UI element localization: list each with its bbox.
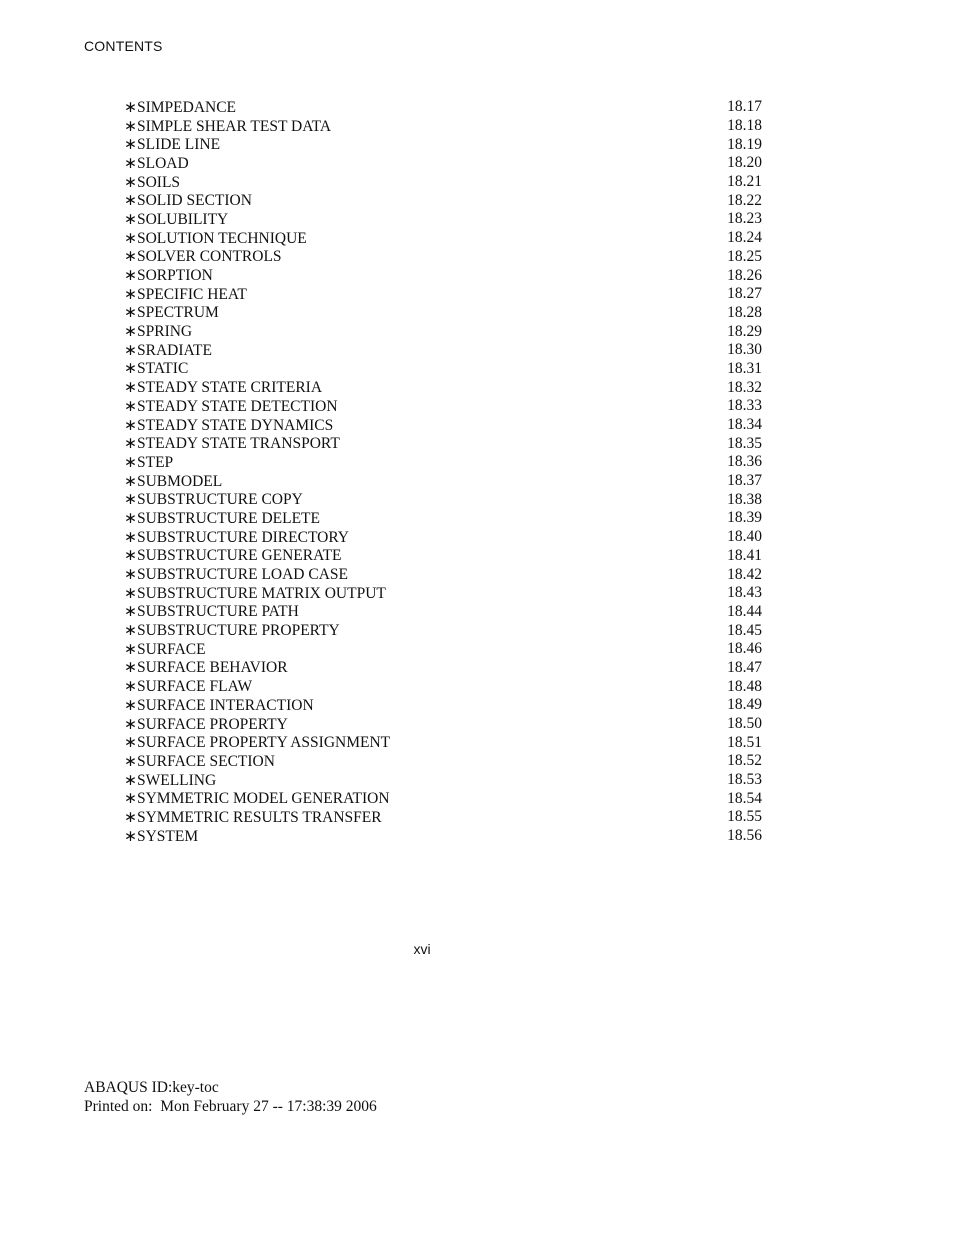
toc-entry-page: 18.33 bbox=[727, 397, 762, 415]
toc-entry[interactable] bbox=[124, 378, 762, 397]
printed-on-line: Printed on: Mon February 27 -- 17:38:39 2006 bbox=[84, 1098, 377, 1115]
toc-entry-label: ∗SORPTION bbox=[124, 267, 213, 285]
abaqus-id-line: ABAQUS ID:key-toc bbox=[84, 1079, 219, 1096]
toc-entry[interactable] bbox=[124, 229, 762, 248]
toc-entry-page: 18.18 bbox=[727, 117, 762, 135]
toc-entry[interactable] bbox=[124, 827, 762, 846]
toc-entry[interactable] bbox=[124, 659, 762, 678]
toc-entry-label: ∗SUBSTRUCTURE LOAD CASE bbox=[124, 566, 348, 584]
toc-entry-label: ∗SWELLING bbox=[124, 771, 217, 789]
toc-entry-page: 18.37 bbox=[727, 472, 762, 490]
toc-entry-label: ∗SUBSTRUCTURE COPY bbox=[124, 491, 303, 509]
toc-entry-label: ∗STEADY STATE TRANSPORT bbox=[124, 435, 340, 453]
toc-entry-page: 18.55 bbox=[727, 808, 762, 826]
toc-entry-page: 18.38 bbox=[727, 490, 762, 508]
toc-entry-label: ∗SUBSTRUCTURE PROPERTY bbox=[124, 622, 340, 640]
toc-entry-label: ∗SURFACE SECTION bbox=[124, 752, 275, 770]
toc-entry[interactable] bbox=[124, 509, 762, 528]
toc-entry[interactable] bbox=[124, 733, 762, 752]
toc-entry-page: 18.24 bbox=[727, 229, 762, 247]
toc-entry[interactable] bbox=[124, 752, 762, 771]
toc-entry-page: 18.32 bbox=[727, 378, 762, 396]
toc-entry-label: ∗SOLVER CONTROLS bbox=[124, 248, 282, 266]
toc-entry-page: 18.34 bbox=[727, 416, 762, 434]
toc-entry-label: ∗STATIC bbox=[124, 360, 189, 378]
toc-entry-page: 18.20 bbox=[727, 154, 762, 172]
toc-entry[interactable] bbox=[124, 472, 762, 491]
toc-entry[interactable] bbox=[124, 490, 762, 509]
page-header: CONTENTS bbox=[84, 38, 163, 54]
toc-entry-page: 18.43 bbox=[727, 584, 762, 602]
toc-entry-label: ∗SUBSTRUCTURE DELETE bbox=[124, 509, 320, 527]
toc-entry[interactable] bbox=[124, 584, 762, 603]
toc-entry-page: 18.48 bbox=[727, 677, 762, 695]
toc-entry-label: ∗SPECIFIC HEAT bbox=[124, 285, 247, 303]
toc-entry-label: ∗SURFACE INTERACTION bbox=[124, 696, 314, 714]
toc-entry-label: ∗SIMPLE SHEAR TEST DATA bbox=[124, 117, 332, 135]
toc-entry-label: ∗STEADY STATE CRITERIA bbox=[124, 379, 323, 397]
toc-entry-page: 18.23 bbox=[727, 210, 762, 228]
toc-entry-page: 18.52 bbox=[727, 752, 762, 770]
toc-entry-page: 18.27 bbox=[727, 285, 762, 303]
toc-entry-label: ∗SIMPEDANCE bbox=[124, 98, 237, 116]
toc-entry[interactable] bbox=[124, 304, 762, 323]
toc-entry[interactable] bbox=[124, 621, 762, 640]
toc-entry[interactable] bbox=[124, 528, 762, 547]
toc-entry[interactable] bbox=[124, 210, 762, 229]
toc-entry-page: 18.26 bbox=[727, 266, 762, 284]
toc-entry[interactable] bbox=[124, 808, 762, 827]
toc-entry-label: ∗SYMMETRIC RESULTS TRANSFER bbox=[124, 808, 382, 826]
toc-entry-page: 18.17 bbox=[727, 98, 762, 116]
toc-entry-page: 18.19 bbox=[727, 135, 762, 153]
toc-entry-page: 18.39 bbox=[727, 509, 762, 527]
toc-entry-label: ∗SRADIATE bbox=[124, 341, 212, 359]
toc-entry-page: 18.22 bbox=[727, 191, 762, 209]
toc-entry[interactable] bbox=[124, 565, 762, 584]
toc-entry-page: 18.40 bbox=[727, 528, 762, 546]
toc-entry-label: ∗SOLUBILITY bbox=[124, 210, 229, 228]
toc-entry-page: 18.31 bbox=[727, 359, 762, 377]
toc-entry-page: 18.30 bbox=[727, 341, 762, 359]
toc-entry-page: 18.46 bbox=[727, 640, 762, 658]
toc-entry-page: 18.45 bbox=[727, 621, 762, 639]
toc-entry-label: ∗SUBSTRUCTURE DIRECTORY bbox=[124, 528, 349, 546]
toc-entry[interactable] bbox=[124, 285, 762, 304]
toc-entry[interactable] bbox=[124, 191, 762, 210]
toc-entry-page: 18.29 bbox=[727, 322, 762, 340]
toc-entry[interactable] bbox=[124, 322, 762, 341]
toc-entry-page: 18.54 bbox=[727, 789, 762, 807]
toc-entry-label: ∗SLIDE LINE bbox=[124, 136, 221, 154]
toc-entry[interactable] bbox=[124, 416, 762, 435]
toc-entry-page: 18.21 bbox=[727, 173, 762, 191]
toc-entry-label: ∗STEP bbox=[124, 453, 174, 471]
toc-entry[interactable] bbox=[124, 715, 762, 734]
toc-entry[interactable] bbox=[124, 341, 762, 360]
toc-entry[interactable] bbox=[124, 453, 762, 472]
toc-entry[interactable] bbox=[124, 397, 762, 416]
page-number: xvi bbox=[413, 941, 431, 957]
toc-entry-label: ∗SOILS bbox=[124, 173, 181, 191]
toc-entry-label: ∗SOLUTION TECHNIQUE bbox=[124, 229, 307, 247]
toc-entry-page: 18.44 bbox=[727, 602, 762, 620]
toc-entry-label: ∗SURFACE PROPERTY bbox=[124, 715, 288, 733]
print-footer bbox=[84, 1078, 377, 1116]
toc-entry-page: 18.35 bbox=[727, 434, 762, 452]
toc-entry[interactable] bbox=[124, 434, 762, 453]
toc-entry-label: ∗SPRING bbox=[124, 323, 193, 341]
toc-entry[interactable] bbox=[124, 677, 762, 696]
toc-entry-page: 18.25 bbox=[727, 247, 762, 265]
toc-entry[interactable] bbox=[124, 173, 762, 192]
toc-entry-label: ∗SYSTEM bbox=[124, 827, 199, 845]
toc-entry-page: 18.56 bbox=[727, 827, 762, 845]
toc-entry-label: ∗STEADY STATE DYNAMICS bbox=[124, 416, 334, 434]
toc-entry[interactable] bbox=[124, 154, 762, 173]
toc-entry-label: ∗SURFACE bbox=[124, 640, 206, 658]
toc-entry[interactable] bbox=[124, 248, 762, 267]
toc-entry[interactable] bbox=[124, 547, 762, 566]
toc-entry-label: ∗SPECTRUM bbox=[124, 304, 219, 322]
toc-entry-page: 18.42 bbox=[727, 565, 762, 583]
toc-entry[interactable] bbox=[124, 603, 762, 622]
toc-entry-label: ∗SUBSTRUCTURE PATH bbox=[124, 603, 299, 621]
toc-entry-page: 18.49 bbox=[727, 696, 762, 714]
toc-entry-page: 18.53 bbox=[727, 771, 762, 789]
toc-entry-page: 18.47 bbox=[727, 658, 762, 676]
toc-entry[interactable] bbox=[124, 266, 762, 285]
table-of-contents bbox=[124, 98, 762, 846]
toc-entry-label: ∗SURFACE FLAW bbox=[124, 678, 253, 696]
toc-entry[interactable] bbox=[124, 360, 762, 379]
toc-entry-label: ∗SUBSTRUCTURE MATRIX OUTPUT bbox=[124, 584, 386, 602]
toc-entry-page: 18.36 bbox=[727, 453, 762, 471]
toc-entry-label: ∗SUBMODEL bbox=[124, 472, 223, 490]
toc-entry-label: ∗SURFACE BEHAVIOR bbox=[124, 659, 288, 677]
toc-entry-label: ∗SLOAD bbox=[124, 154, 189, 172]
toc-entry-label: ∗SYMMETRIC MODEL GENERATION bbox=[124, 790, 390, 808]
toc-entry[interactable] bbox=[124, 696, 762, 715]
toc-entry-page: 18.28 bbox=[727, 303, 762, 321]
toc-entry-page: 18.41 bbox=[727, 546, 762, 564]
toc-entry-label: ∗SURFACE PROPERTY ASSIGNMENT bbox=[124, 734, 391, 752]
toc-entry[interactable] bbox=[124, 640, 762, 659]
toc-entry-label: ∗SOLID SECTION bbox=[124, 192, 252, 210]
toc-entry-label: ∗SUBSTRUCTURE GENERATE bbox=[124, 547, 342, 565]
toc-entry[interactable] bbox=[124, 98, 762, 117]
toc-entry-label: ∗STEADY STATE DETECTION bbox=[124, 397, 338, 415]
toc-entry-page: 18.51 bbox=[727, 733, 762, 751]
toc-entry-page: 18.50 bbox=[727, 715, 762, 733]
toc-entry[interactable] bbox=[124, 789, 762, 808]
toc-entry[interactable] bbox=[124, 771, 762, 790]
toc-entry[interactable] bbox=[124, 117, 762, 136]
toc-entry[interactable] bbox=[124, 135, 762, 154]
